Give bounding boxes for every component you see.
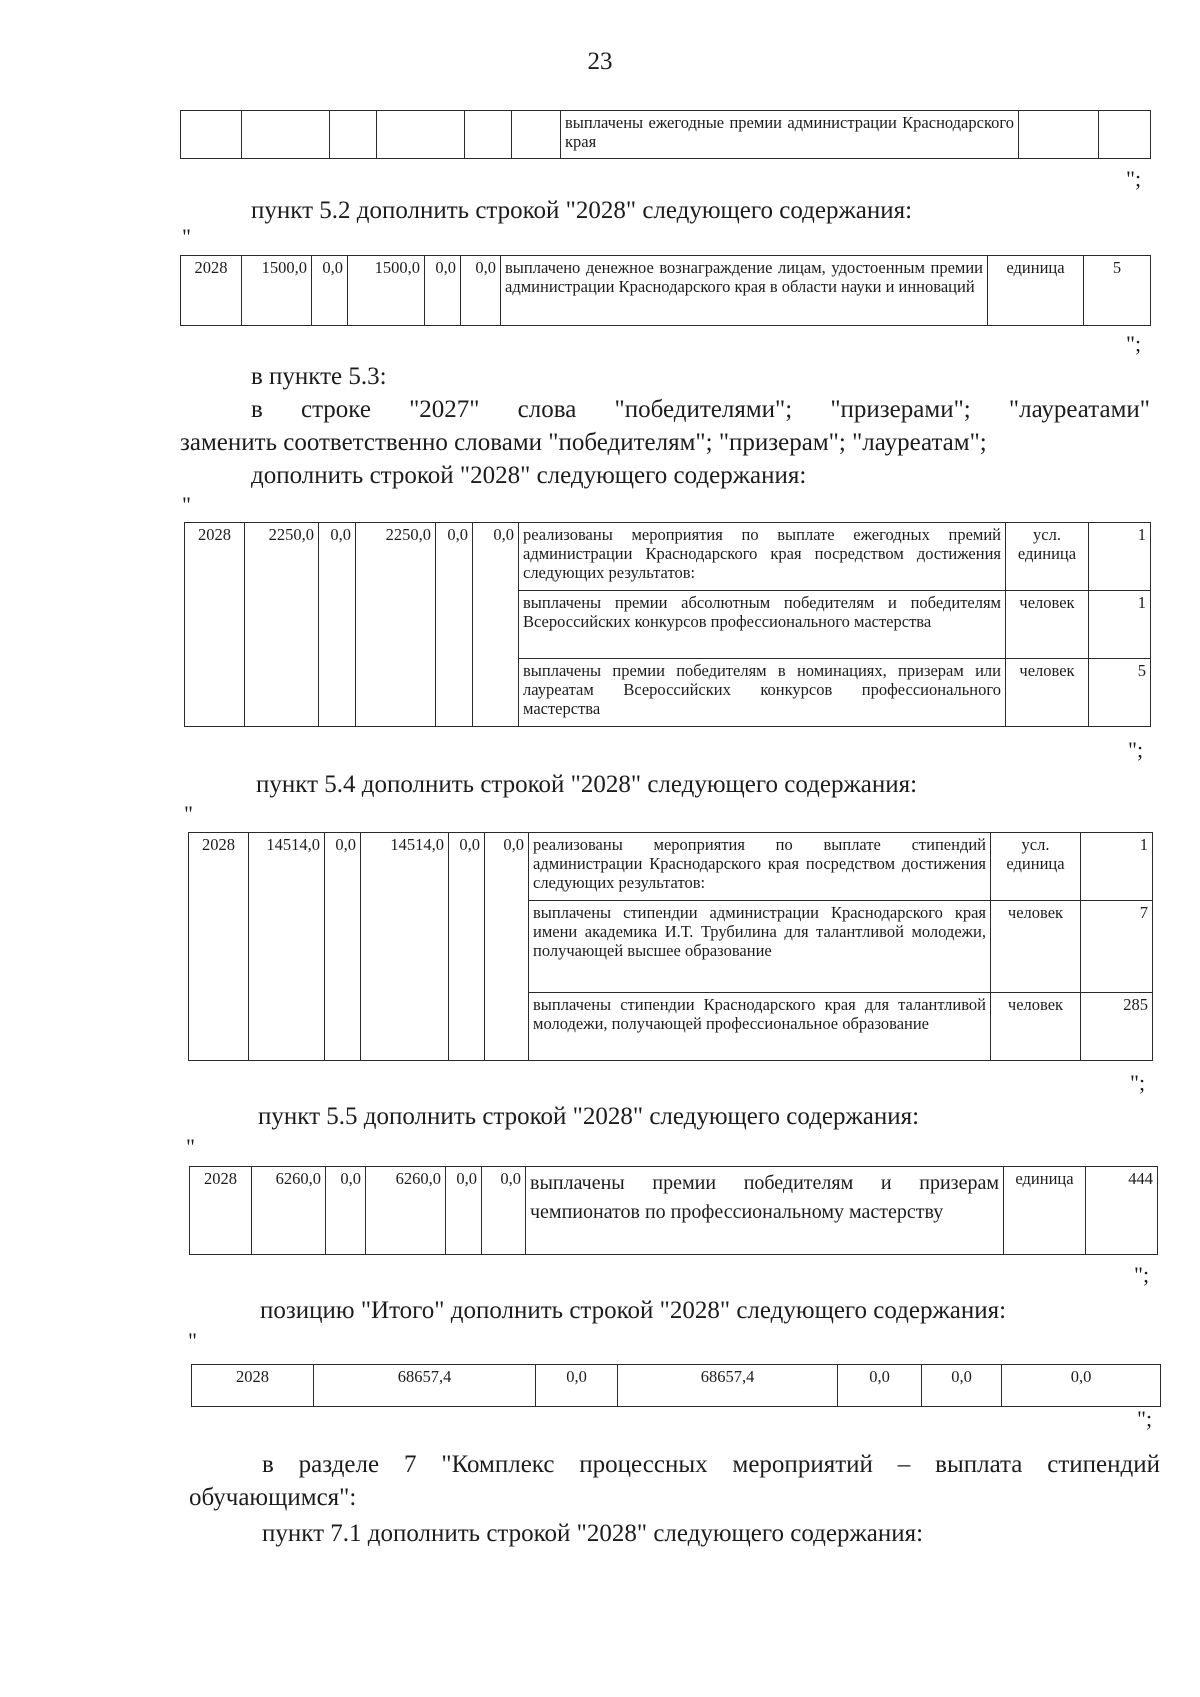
close-quote: "; [1137, 1406, 1153, 1431]
result-text: выплачено денежное вознаграждение лицам, удостоенным премии администрации Краснодарского края в области науки и инноваций [501, 256, 988, 326]
value-cell: 0,0 [446, 1167, 482, 1255]
value-cell: 0,0 [461, 256, 501, 326]
paragraph-5-3-line2: заменить соответственно словами "победителям"; "призерам"; "лауреатам"; [180, 429, 987, 456]
value-cell: 14514,0 [361, 833, 449, 1061]
result-text: выплачены стипендии администрации Краснодарского края имени академика И.Т. Трубилина для талантливой молодежи, получающей высшее образование [529, 901, 991, 993]
open-quote: " [182, 224, 191, 249]
unit-cell: единица [1004, 1167, 1086, 1255]
value-cell: 0,0 [473, 523, 519, 727]
paragraph-7-line1: в разделе 7 "Комплекс процессных мероприятий – выплата стипендий [262, 1451, 1160, 1478]
year-cell: 2028 [185, 523, 245, 727]
result-value: 5 [1089, 659, 1151, 727]
value-cell: 0,0 [536, 1365, 618, 1407]
unit-cell: усл. единица [1006, 523, 1089, 591]
table-row [181, 256, 1151, 326]
result-text: реализованы мероприятия по выплате стипендий администрации Краснодарского края посредством достижения следующих результатов: [529, 833, 991, 901]
value-cell: 2250,0 [356, 523, 436, 727]
table-itogo [191, 1364, 1161, 1407]
result-value: 5 [1084, 256, 1151, 326]
value-cell: 0,0 [838, 1365, 922, 1407]
unit-cell: единица [988, 256, 1084, 326]
result-text: выплачены премии победителям в номинациях, призерам или лауреатам Всероссийских конкурсов профессионального мастерства [519, 659, 1006, 727]
value-cell: 1500,0 [242, 256, 312, 326]
table-5-2 [180, 255, 1151, 326]
value-cell: 0,0 [425, 256, 461, 326]
table-row [190, 1167, 1158, 1255]
result-value: 285 [1081, 993, 1153, 1061]
table-5-5 [189, 1166, 1158, 1255]
paragraph-7-1: пункт 7.1 дополнить строкой "2028" следующего содержания: [262, 1520, 924, 1547]
result-text: выплачены премии победителям и призерам чемпионатов по профессиональному мастерству [526, 1167, 1004, 1255]
paragraph-itogo: позицию "Итого" дополнить строкой "2028" следующего содержания: [260, 1297, 1007, 1324]
value-cell: 0,0 [312, 256, 348, 326]
value-cell: 14514,0 [249, 833, 325, 1061]
value-cell: 0,0 [485, 833, 529, 1061]
value-cell: 68657,4 [618, 1365, 838, 1407]
table-continuation [180, 110, 1151, 159]
year-cell: 2028 [181, 256, 242, 326]
page-number: 23 [587, 48, 613, 75]
paragraph-5-3-head: в пункте 5.3: [251, 363, 387, 390]
value-cell: 68657,4 [314, 1365, 536, 1407]
table-row [189, 833, 1153, 901]
close-quote: "; [1126, 166, 1142, 191]
result-text: выплачены ежегодные премии администрации Краснодарского края [561, 111, 1019, 159]
value-cell: 2250,0 [245, 523, 319, 727]
unit-cell: усл. единица [991, 833, 1081, 901]
paragraph-5-3-line3: дополнить строкой "2028" следующего содержания: [251, 462, 807, 489]
value-cell: 0,0 [325, 833, 361, 1061]
value-cell: 0,0 [319, 523, 356, 727]
paragraph-5-4: пункт 5.4 дополнить строкой "2028" следующего содержания: [256, 771, 918, 798]
result-value: 1 [1089, 523, 1151, 591]
table-row [192, 1365, 1161, 1407]
close-quote: "; [1126, 331, 1142, 356]
paragraph-5-3-line1: в строке "2027" слова "победителями"; "призерами"; "лауреатами" [251, 396, 1150, 423]
open-quote: " [186, 1134, 195, 1159]
result-value: 1 [1081, 833, 1153, 901]
close-quote: "; [1128, 737, 1144, 762]
open-quote: " [188, 1328, 197, 1353]
table-row [185, 523, 1151, 591]
paragraph-7-line2: обучающимся": [189, 1484, 357, 1511]
year-cell: 2028 [192, 1365, 314, 1407]
open-quote: " [184, 801, 193, 826]
value-cell: 0,0 [449, 833, 485, 1061]
paragraph-5-2: пункт 5.2 дополнить строкой "2028" следующего содержания: [251, 197, 913, 224]
paragraph-5-5: пункт 5.5 дополнить строкой "2028" следующего содержания: [258, 1103, 920, 1130]
table-5-4 [188, 832, 1153, 1061]
result-text: выплачены премии абсолютным победителям и победителям Всероссийских конкурсов профессионального мастерства [519, 591, 1006, 659]
value-cell: 0,0 [436, 523, 473, 727]
result-value: 1 [1089, 591, 1151, 659]
unit-cell: человек [991, 901, 1081, 993]
result-value: 7 [1081, 901, 1153, 993]
open-quote: " [182, 492, 191, 517]
unit-cell: человек [1006, 659, 1089, 727]
value-cell: 6260,0 [252, 1167, 326, 1255]
value-cell: 0,0 [326, 1167, 366, 1255]
result-text: выплачены стипендии Краснодарского края для талантливой молодежи, получающей профессиональное образование [529, 993, 991, 1061]
value-cell: 0,0 [1002, 1365, 1161, 1407]
result-value: 444 [1086, 1167, 1158, 1255]
value-cell: 0,0 [482, 1167, 526, 1255]
unit-cell: человек [1006, 591, 1089, 659]
result-text: реализованы мероприятия по выплате ежегодных премий администрации Краснодарского края посредством достижения следующих результатов: [519, 523, 1006, 591]
value-cell: 0,0 [922, 1365, 1002, 1407]
unit-cell: человек [991, 993, 1081, 1061]
year-cell: 2028 [189, 833, 249, 1061]
table-row [181, 111, 1151, 159]
year-cell: 2028 [190, 1167, 252, 1255]
close-quote: "; [1130, 1070, 1146, 1095]
value-cell: 1500,0 [348, 256, 425, 326]
close-quote: "; [1134, 1262, 1150, 1287]
table-5-3 [184, 522, 1151, 727]
value-cell: 6260,0 [366, 1167, 446, 1255]
